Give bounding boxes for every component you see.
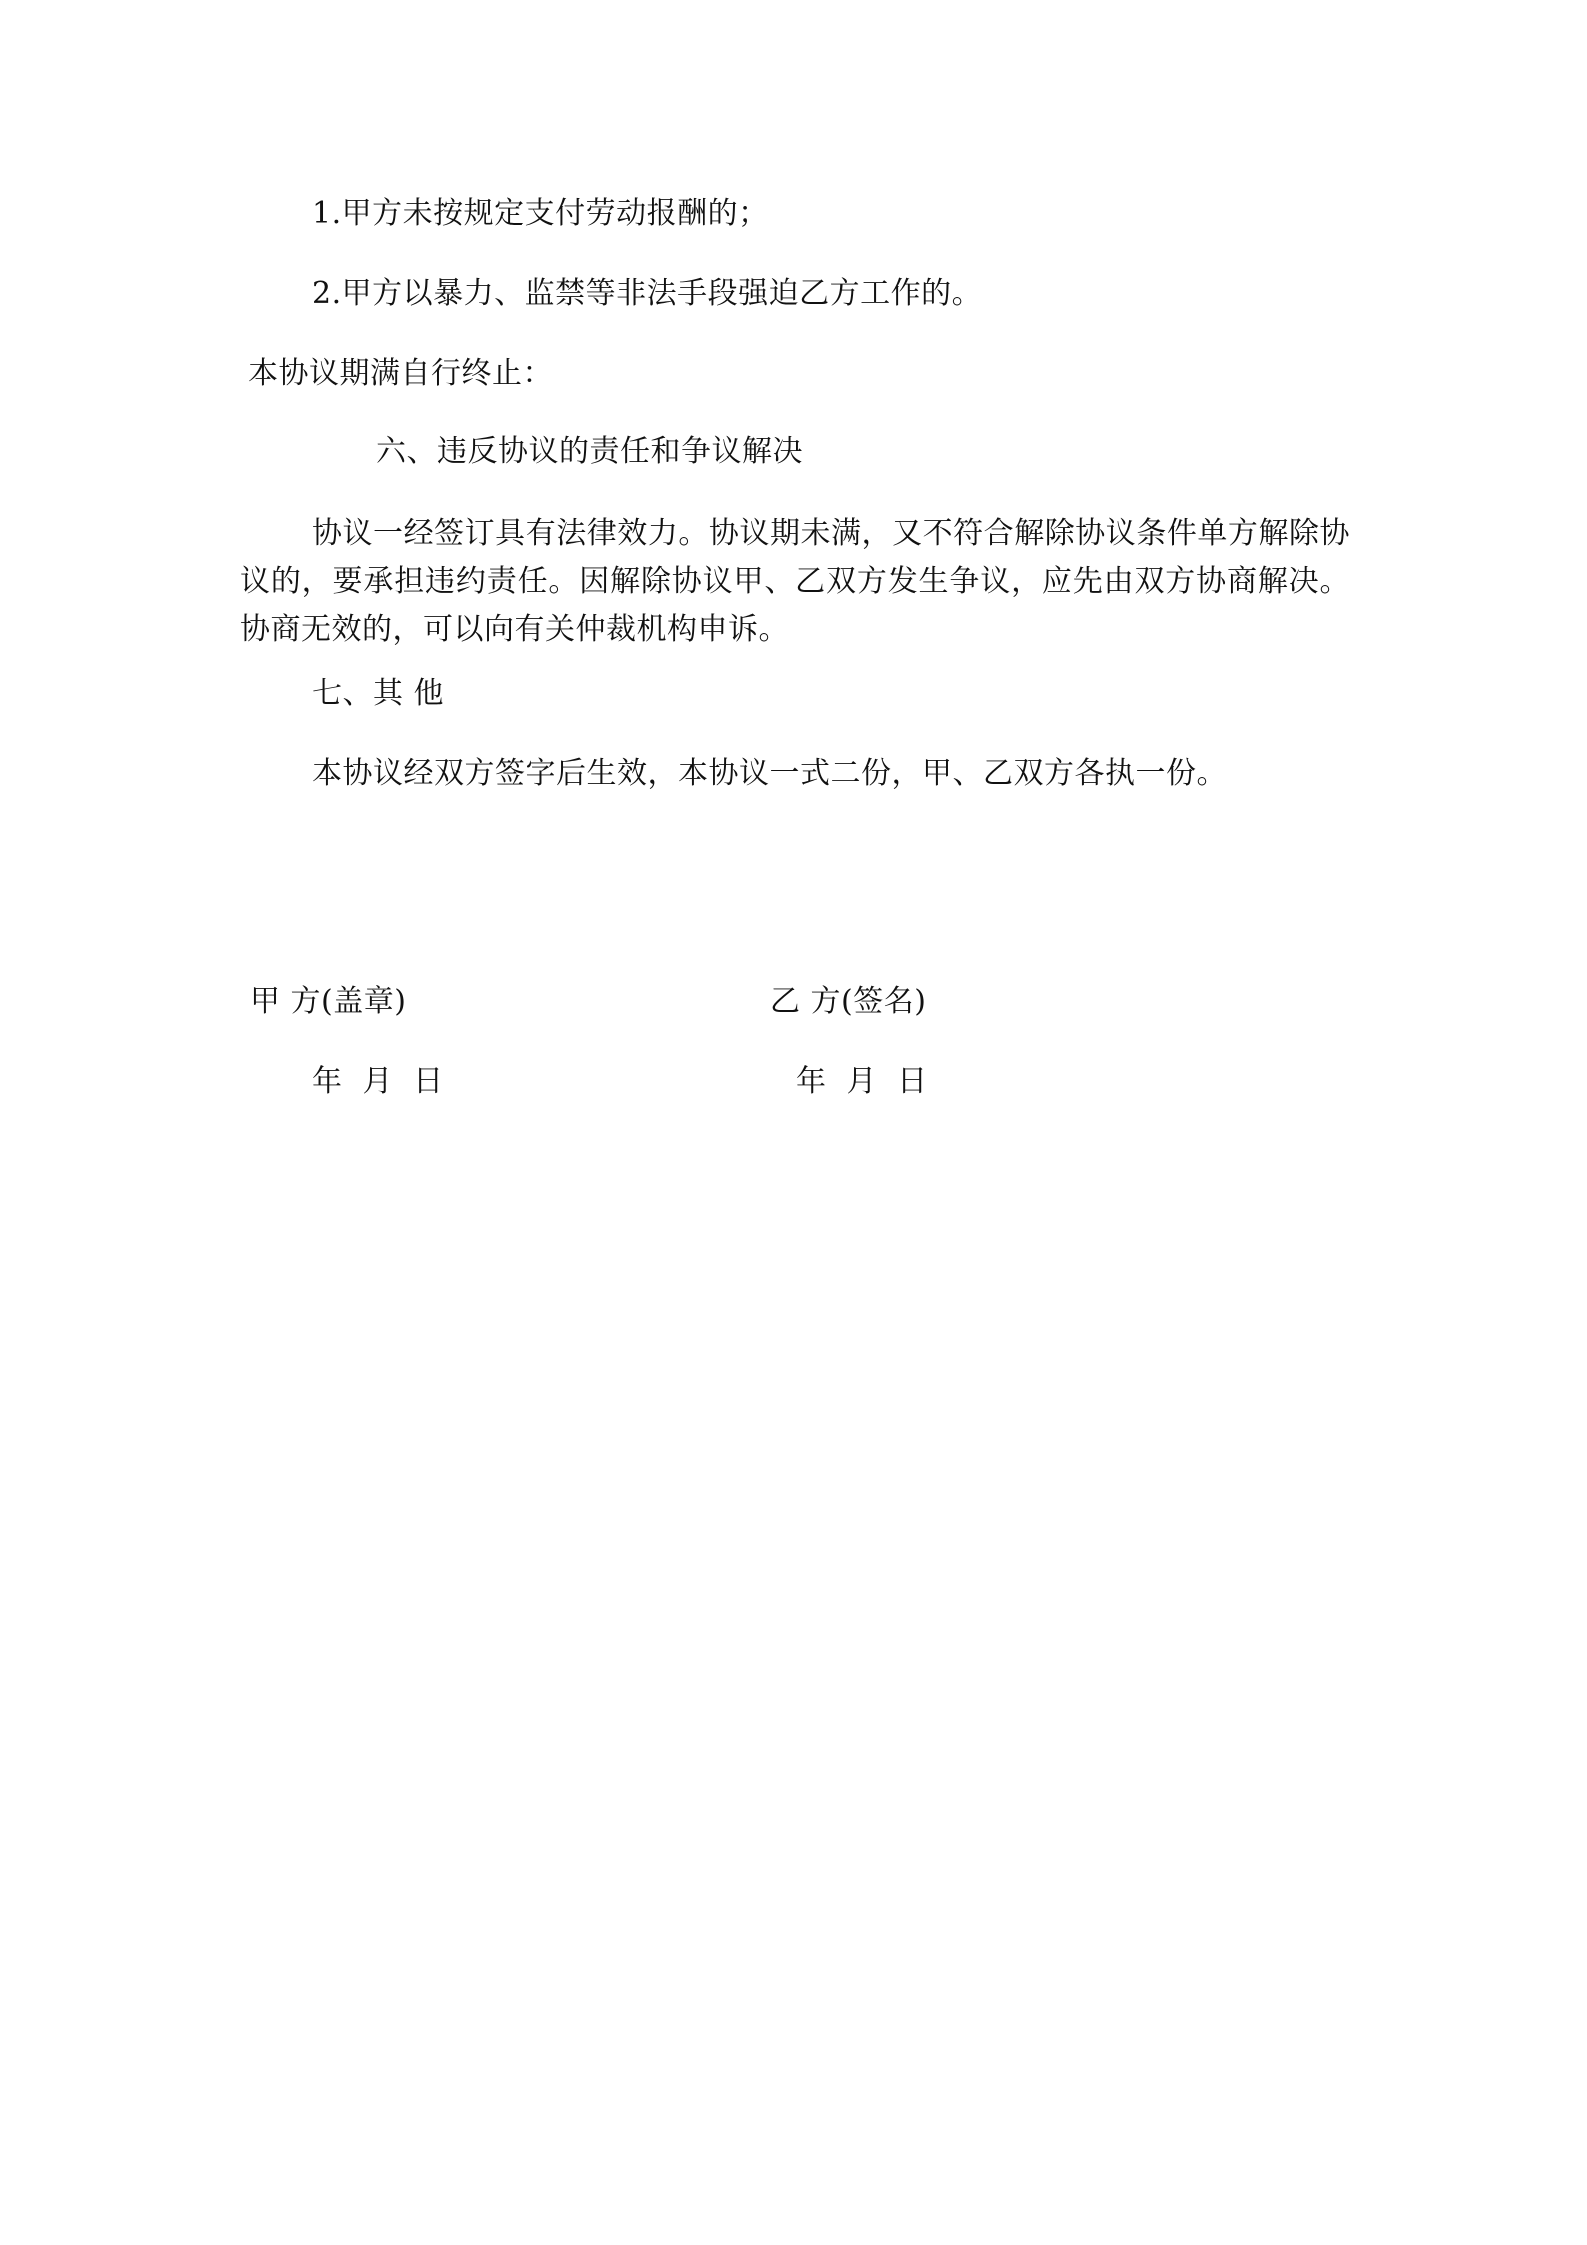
section-7-heading: 七、其 他: [312, 676, 445, 711]
party-b-signature-label: 乙 方(签名): [770, 984, 927, 1019]
party-a-date: 年 月 日: [312, 1064, 444, 1099]
clause-item-2: 2.甲方以暴力、监禁等非法手段强迫乙方工作的。: [312, 276, 983, 311]
section-6-body: 协议一经签订具有法律效力。协议期未满，又不符合解除协议条件单方解除协议的，要承担违约责任。因解除协议甲、乙双方发生争议，应先由双方协商解决。协商无效的，可以向有关仲裁机构申诉。: [240, 516, 1350, 647]
section-6-heading: 六、违反协议的责任和争议解决: [376, 434, 803, 469]
party-b-date: 年 月 日: [796, 1064, 928, 1099]
party-a-signature-label: 甲 方(盖章): [250, 984, 407, 1019]
section-7-body: 本协议经双方签字后生效，本协议一式二份，甲、乙双方各执一份。: [312, 756, 1227, 791]
term-end-statement: 本协议期满自行终止：: [248, 356, 553, 391]
clause-item-1: 1.甲方未按规定支付劳动报酬的；: [312, 196, 769, 231]
